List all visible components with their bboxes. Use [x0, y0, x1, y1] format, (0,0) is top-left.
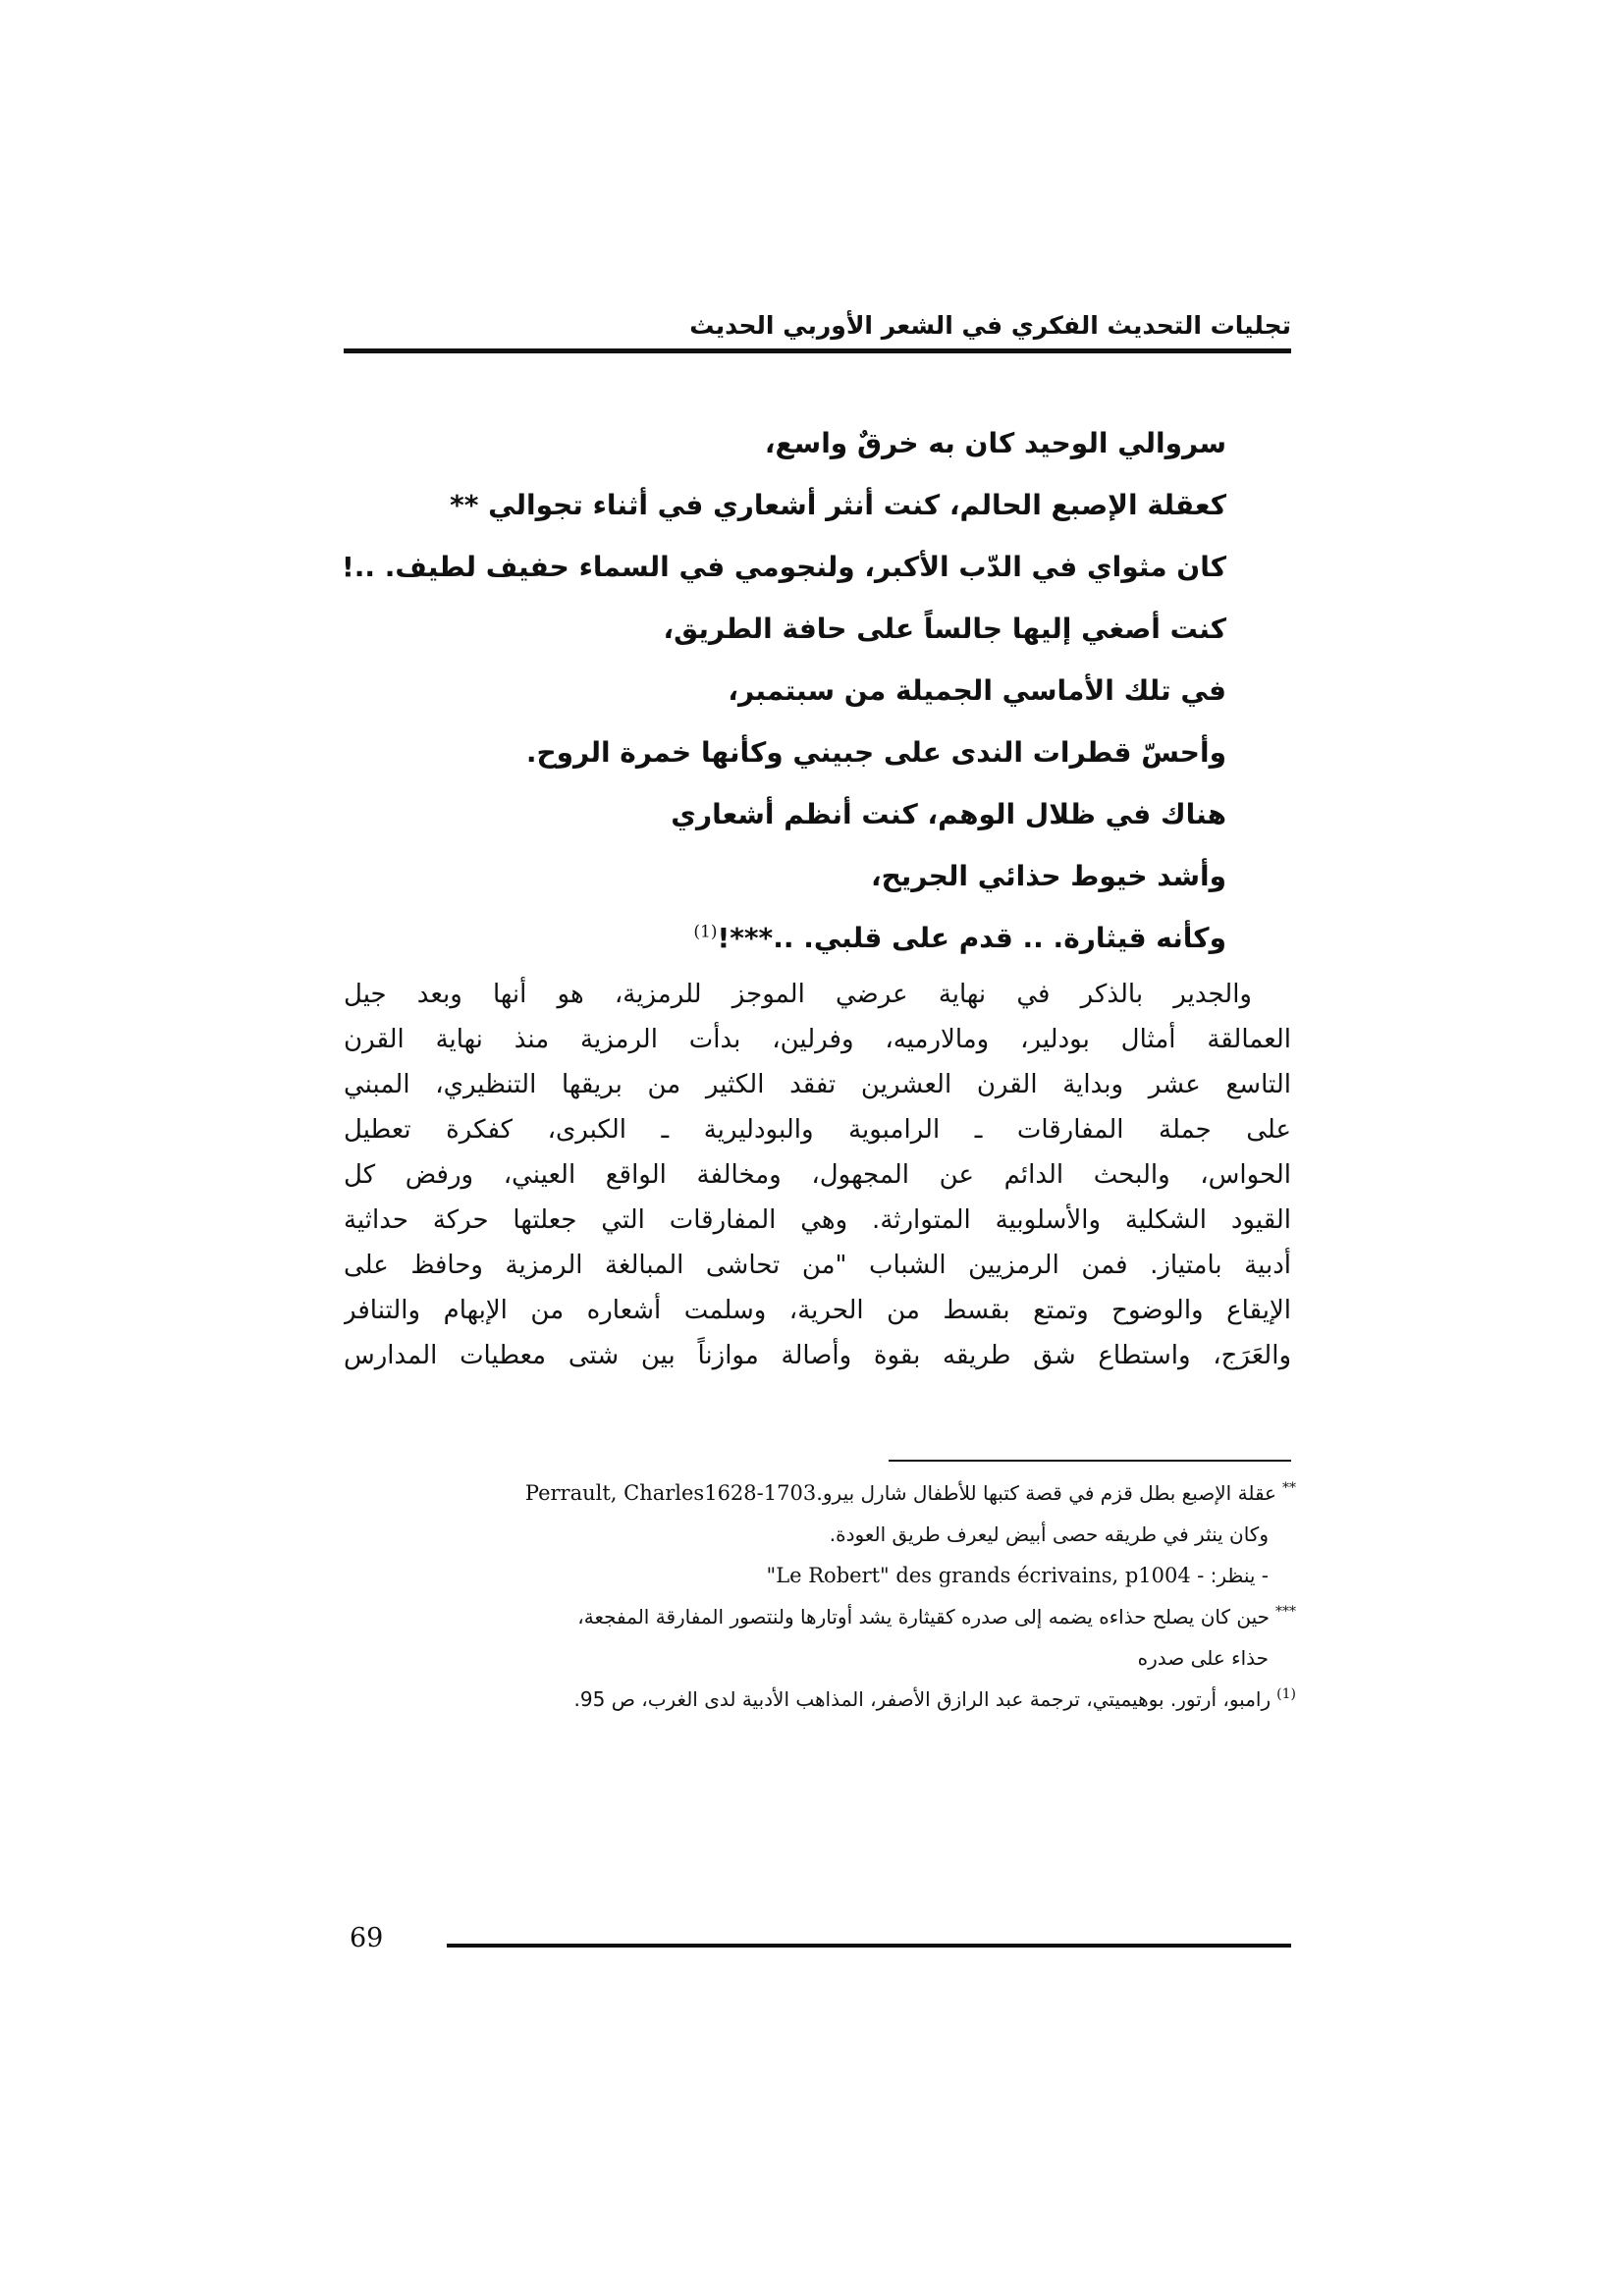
footnote-text: عقلة الإصبع بطل قزم في قصة كتبها للأطفال شارل بيرو: [822, 1481, 1276, 1505]
footnotes: [344, 1472, 1296, 1720]
footnote-1: [344, 1472, 1296, 1514]
poem-line: [382, 660, 1226, 721]
poem-line-text: في تلك الأماسي الجميلة من سبتمبر،: [728, 674, 1226, 707]
footnote-2-continued: [344, 1637, 1296, 1679]
footnote-latin-text: Perrault, Charles1628-1703.: [524, 1481, 823, 1505]
poem-line: [382, 412, 1226, 474]
page-number: 69: [350, 1923, 384, 1953]
footnote-ref-label: - ينظر: -: [1197, 1564, 1269, 1587]
running-header: [344, 306, 1291, 346]
footnote-2: [344, 1596, 1296, 1637]
header-rule: [344, 348, 1291, 353]
paragraph-line: التاسع عشر وبداية القرن العشرين تفقد الكثير من بريقها التنظيري، المبني: [344, 1070, 1291, 1099]
paragraph-line: أدبية بامتياز. فمن الرمزيين الشباب "من تحاشى المبالغة الرمزية وحافظ على: [344, 1251, 1291, 1280]
paragraph-line: والعَرَج، واستطاع شق طريقه بقوة وأصالة موازناً بين شتى معطيات المدارس: [344, 1341, 1291, 1370]
poem-line-text: هناك في ظلال الوهم، كنت أنظم أشعاري: [671, 798, 1226, 830]
footnote-marker: ***: [1275, 1604, 1296, 1621]
footnote-1-continued: [344, 1514, 1296, 1555]
poem-line-text: كنت أصغي إليها جالساً على حافة الطريق،: [663, 613, 1226, 645]
paragraph-line: على جملة المفارقات ـ الرامبوية والبودليرية ـ الكبرى، كفكرة تعطيل: [344, 1115, 1291, 1145]
poem-line: [382, 598, 1226, 660]
paragraph-line: والجدير بالذكر في نهاية عرضي الموجز للرمزية، هو أنها وبعد جيل: [344, 980, 1252, 1009]
poem-line: [382, 907, 1226, 969]
footnote-ref-source: "Le Robert" des grands écrivains, p1004: [766, 1564, 1191, 1587]
footer-rule: [447, 1944, 1291, 1948]
poem-line: [382, 721, 1226, 783]
paragraph-line: الإيقاع والوضوح وتمتع بقسط من الحرية، وسلمت أشعاره من الإبهام والتنافر: [344, 1296, 1291, 1325]
poem-line-text: وأحسّ قطرات الندى على جبيني وكأنها خمرة الروح.: [525, 736, 1226, 769]
footnote-3: [344, 1679, 1296, 1720]
poem-line: [382, 783, 1226, 845]
paragraph-line: القيود الشكلية والأسلوبية المتوارثة. وهي المفارقات التي جعلتها حركة حداثية: [344, 1205, 1291, 1235]
footnote-marker: **: [1282, 1480, 1296, 1497]
paragraph-line: العمالقة أمثال بودلير، ومالارميه، وفرلين، بدأت الرمزية منذ نهاية القرن: [344, 1025, 1291, 1054]
poem-line-text: كان مثواي في الدّب الأكبر، ولنجومي في السماء حفيف لطيف. ..!: [341, 551, 1226, 583]
footnote-text: حذاء على صدره: [1137, 1646, 1269, 1670]
poem-line: [341, 536, 1226, 598]
footnote-text: حين كان يصلح حذاءه يضمه إلى صدره كقيثارة يشد أوتارها ولنتصور المفارقة المفجعة،: [577, 1605, 1270, 1629]
footnote-separator: [889, 1460, 1291, 1462]
running-header-title: تجليات التحديث الفكري في الشعر الأوربي الحديث: [689, 311, 1291, 340]
poem-block: [341, 412, 1226, 969]
poem-line: [382, 845, 1226, 907]
body-paragraph: [344, 972, 1291, 1378]
footnote-text: رامبو، أرتور. بوهيميتي، ترجمة عبد الرازق الأصفر، المذاهب الأدبية لدى الغرب، ص 95.: [573, 1687, 1272, 1711]
poem-line-text: وكأنه قيثارة. .. قدم على قلبي. ..***!: [717, 922, 1226, 954]
footnote-marker: (1): [1276, 1686, 1296, 1703]
footnote-text: وكان ينثر في طريقه حصى أبيض ليعرف طريق العودة.: [829, 1522, 1269, 1546]
poem-line: [382, 474, 1226, 536]
poem-line-text: سروالي الوحيد كان به خرقٌ واسع،: [764, 427, 1226, 459]
footnote-1-reference: [344, 1555, 1296, 1596]
poem-line-text: كعقلة الإصبع الحالم، كنت أنثر أشعاري في أثناء تجوالي **: [450, 489, 1226, 521]
footnote-reference[interactable]: (1): [693, 922, 718, 942]
poem-line-text: وأشد خيوط حذائي الجريح،: [870, 860, 1226, 892]
paragraph-line: الحواس، والبحث الدائم عن المجهول، ومخالفة الواقع العيني، ورفض كل: [344, 1160, 1291, 1190]
